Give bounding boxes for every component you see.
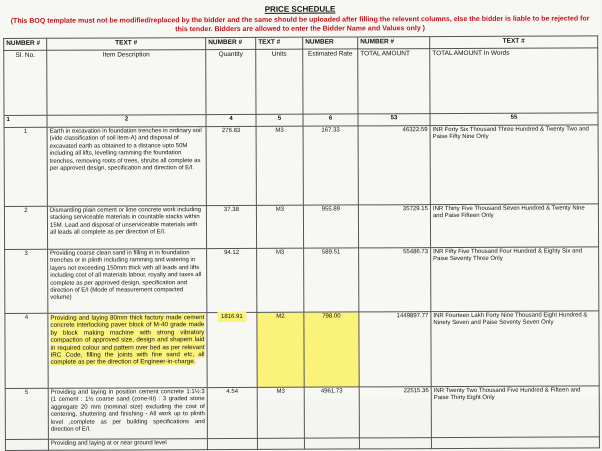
- unit-cell: M3: [256, 126, 303, 205]
- description-cell: Earth in excavation in foundation trenches in ordinary soil (vide classification of soil item-A) and disposal of excavated earth as obtained to a distance upto 50M including all lifts, levelling ramming the foundation trenches, removing roots of trees, shrubs all complete as per approved design, specification and direction of E/I.: [47, 127, 206, 207]
- amount-in-words-cell: INR Fourteen Lakh Forty Nine Thousand Eight Hundred & Ninety Seven and Paise Seventy Seven Only: [431, 311, 599, 387]
- quantity-cell[interactable]: 4.54: [207, 387, 257, 438]
- highlighted-description: Providing and laying 80mm thick factory made cement concrete interlocking paver block of M-40 grade made by block making machine with strong vibratory compaction of approved size, design and shapem laid in required colour and pattern over bed as per relevant IRC Code, filling the joints with fine sand etc, all complete as per the direction of Engineer-in-charge.: [50, 314, 205, 367]
- unit-cell: M3: [257, 387, 304, 438]
- type-cell: NUMBER #: [358, 37, 430, 49]
- sl-no-cell: 3: [5, 249, 48, 313]
- table-row-partial: [5, 437, 599, 451]
- type-cell: NUMBER: [303, 37, 358, 49]
- total-amount-cell: 1449897.77: [359, 312, 431, 387]
- sl-no-cell: 2: [4, 206, 47, 249]
- type-cell: NUMBER #: [206, 37, 256, 49]
- table-row: [4, 204, 598, 250]
- total-amount-cell: 35729.15: [358, 205, 430, 248]
- col-header-total: TOTAL AMOUNT: [358, 49, 430, 114]
- amount-in-words-cell: INR Forty Six Thousand Three Hundred & Twenty Two and Paise Fifty Nine Only: [430, 125, 598, 205]
- col-header-words: TOTAL AMOUNT In Words: [430, 48, 598, 114]
- price-schedule-table: [3, 35, 600, 451]
- table-row: [4, 125, 598, 207]
- quantity-cell[interactable]: 37.38: [206, 205, 256, 248]
- index-cell: 2: [47, 115, 206, 128]
- unit-cell: M2: [257, 312, 304, 387]
- description-cell: [48, 313, 207, 389]
- col-header-description: Item Description: [47, 50, 206, 116]
- col-header-sl-no: Sl. No.: [4, 50, 47, 115]
- rate-cell[interactable]: 4961.73: [304, 387, 359, 438]
- rate-cell[interactable]: 589.51: [304, 248, 359, 312]
- index-cell: 55: [430, 113, 598, 126]
- unit-cell: M3: [257, 248, 304, 312]
- page-title: PRICE SCHEDULE: [264, 4, 336, 14]
- bidder-warning: (This BOQ template must not be modified/replaced by the bidder and the same should be uploaded after filling the relevent columns, else the bidder is liable to be rejected for this tender. Bidders are allowed to enter the Bidder Name and Values only ): [10, 15, 590, 34]
- amount-in-words-cell: INR Thirty Five Thousand Seven Hundred & Twenty Nine and Paise Fifteen Only: [430, 204, 598, 248]
- total-amount-cell: [359, 438, 431, 449]
- unit-cell: M3: [256, 205, 303, 248]
- description-cell: Providing coarse clean sand in filling in in foundation trenches or in plinth including ramming and watering in layers not exceeding 150mm thick with all leads and lifts including cost of all materials labour, royalty and taxes all complete as per approved design, specification and direction of E/I (Mode of measurement compacted volume): [48, 249, 207, 314]
- rate-cell[interactable]: [304, 438, 359, 449]
- index-cell: 53: [358, 114, 430, 126]
- col-header-rate: Estimated Rate: [303, 49, 358, 114]
- sl-no-cell: [5, 439, 48, 450]
- description-cell: Providing and laying in position cement concrete 1:1½:3 (1 cement : 1½ coarse sand (zone-III) : 3 graded stone aggregate 20 mm (nominal size) excluding the cost of centering, shuttering and finishing - All work up to plinth level ,complete as per building specifications and direction of E/I.: [48, 388, 207, 440]
- amount-in-words-cell: INR Fifty Five Thousand Four Hundred & Eighty Six and Paise Seventy Three Only: [431, 247, 599, 312]
- rate-cell[interactable]: 955.89: [303, 205, 358, 248]
- unit-cell: [257, 438, 304, 449]
- rate-cell[interactable]: 798.00: [304, 312, 359, 387]
- total-amount-cell: 46322.59: [358, 126, 430, 205]
- table-row: [5, 247, 599, 314]
- sl-no-cell: 5: [5, 388, 48, 439]
- index-cell: 4: [206, 114, 256, 126]
- index-cell: 5: [256, 114, 303, 126]
- column-name-row: [4, 48, 598, 116]
- description-cell: Dismantling plain cement or lime concrete work including stacking serviceable materials in countable stacks within 15M. Lead and disposal of unserviceable materials with all leads all complete as per direction of E/I.: [47, 206, 206, 250]
- rate-cell[interactable]: 167.33: [303, 126, 358, 205]
- total-amount-cell: 22515.36: [359, 387, 431, 438]
- total-amount-cell: 55486.73: [359, 248, 431, 312]
- col-header-quantity: Quantity: [206, 49, 256, 114]
- type-cell: TEXT #: [256, 37, 303, 49]
- type-cell: TEXT #: [430, 36, 598, 49]
- index-cell: 1: [4, 115, 47, 127]
- amount-in-words-cell: [431, 437, 599, 449]
- amount-in-words-cell: INR Twenty Two Thousand Five Hundred & Fifteen and Paise Thirty Eight Only: [431, 386, 599, 438]
- col-header-units: Units: [256, 49, 303, 114]
- type-cell: TEXT #: [47, 38, 206, 51]
- table-row-highlighted: [5, 311, 599, 389]
- quantity-cell[interactable]: 276.83: [206, 126, 256, 205]
- quantity-cell[interactable]: 94.12: [207, 248, 257, 312]
- highlighted-quantity: 1816.91: [217, 312, 247, 322]
- quantity-cell[interactable]: [207, 438, 257, 449]
- sl-no-cell: 1: [4, 127, 47, 206]
- type-cell: NUMBER #: [4, 38, 47, 50]
- table-row: [5, 386, 599, 440]
- sl-no-cell: 4: [5, 313, 48, 388]
- quantity-cell[interactable]: [207, 312, 257, 387]
- description-cell: Providing and laying at or near ground level: [48, 439, 207, 451]
- index-cell: 6: [303, 114, 358, 126]
